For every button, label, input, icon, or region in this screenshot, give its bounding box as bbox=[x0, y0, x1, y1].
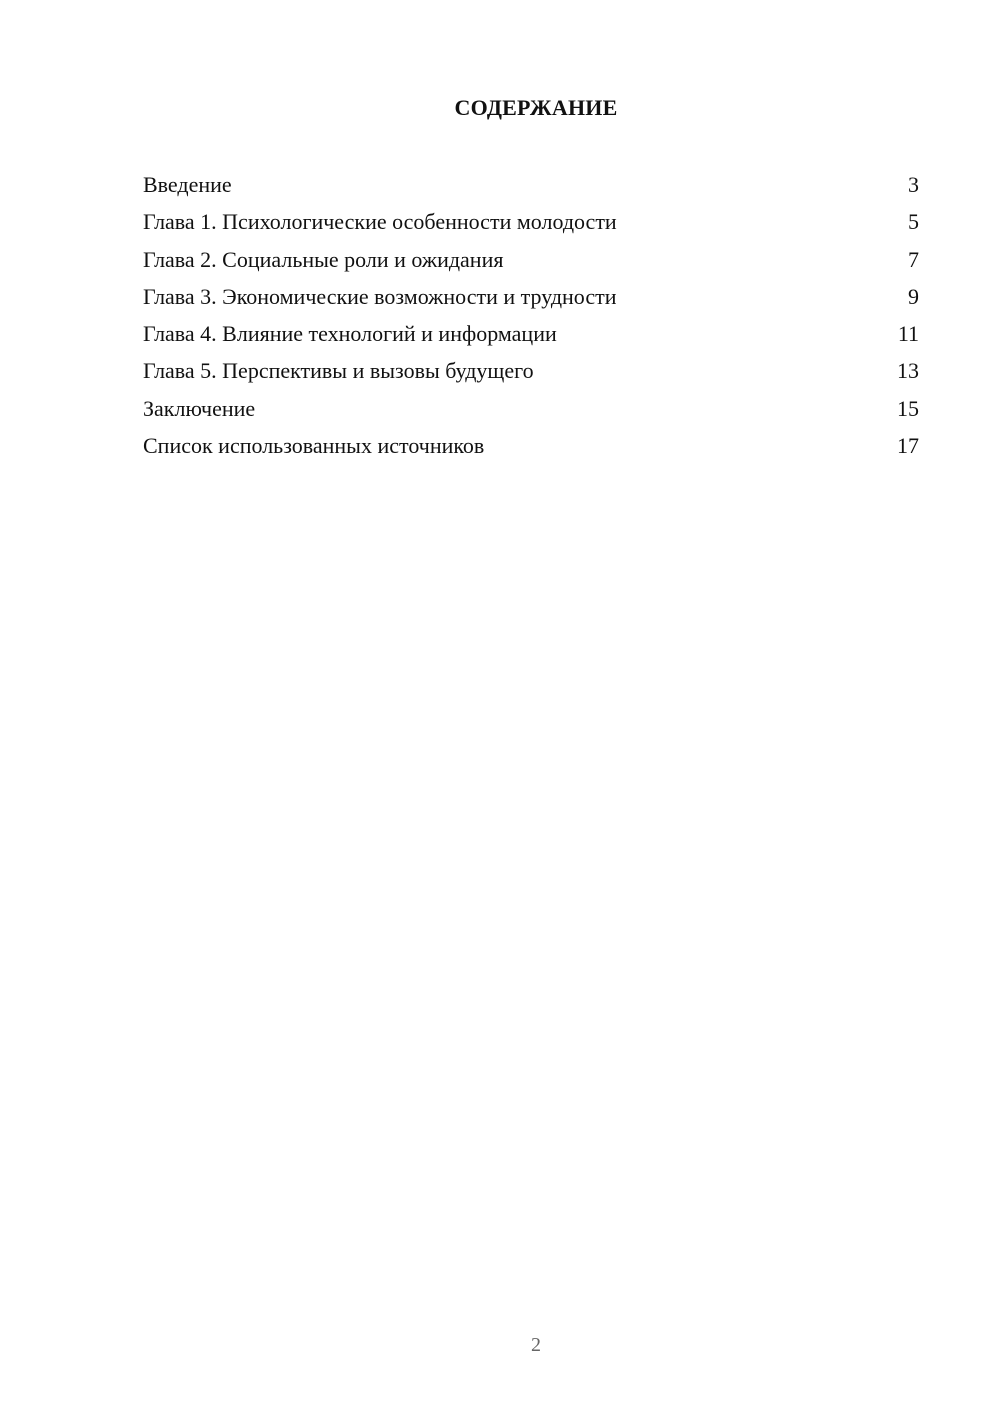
page-number: 2 bbox=[531, 1334, 541, 1356]
toc-entry-page: 3 bbox=[908, 172, 919, 197]
toc-entry-title: Глава 3. Экономические возможности и трудности bbox=[143, 283, 617, 309]
toc-entry-title: Глава 5. Перспективы и вызовы будущего bbox=[143, 358, 534, 384]
toc-entry-page: 17 bbox=[897, 433, 919, 459]
toc-entry-page: 13 bbox=[897, 358, 919, 384]
toc-entry-chapter-4[interactable] bbox=[143, 315, 919, 352]
toc-entry-title: Глава 4. Влияние технологий и информации bbox=[143, 321, 557, 347]
toc-entry-title: Введение bbox=[143, 172, 232, 197]
toc-entry-chapter-1[interactable] bbox=[143, 203, 919, 240]
toc-entry-chapter-2[interactable] bbox=[143, 241, 919, 278]
toc-entry-page: 5 bbox=[908, 209, 919, 235]
toc-entry-references[interactable] bbox=[143, 427, 919, 464]
toc-entry-title: Глава 1. Психологические особенности молодости bbox=[143, 209, 617, 235]
toc-entry-page: 7 bbox=[908, 246, 919, 272]
toc-entry-title: Список использованных источников bbox=[143, 433, 485, 459]
toc-entry-title: Глава 2. Социальные роли и ожидания bbox=[143, 246, 504, 272]
toc-entry-page: 9 bbox=[908, 283, 919, 309]
toc-entry-introduction[interactable] bbox=[143, 166, 919, 203]
toc-entry-title: Заключение bbox=[143, 395, 256, 421]
toc-entry-page: 15 bbox=[897, 395, 919, 421]
toc-heading: СОДЕРЖАНИЕ bbox=[454, 95, 618, 120]
toc-entry-conclusion[interactable] bbox=[143, 390, 919, 427]
toc-entry-chapter-5[interactable] bbox=[143, 352, 919, 389]
toc-entry-chapter-3[interactable] bbox=[143, 278, 919, 315]
toc-entry-page: 11 bbox=[897, 321, 919, 347]
table-of-contents bbox=[143, 166, 919, 464]
